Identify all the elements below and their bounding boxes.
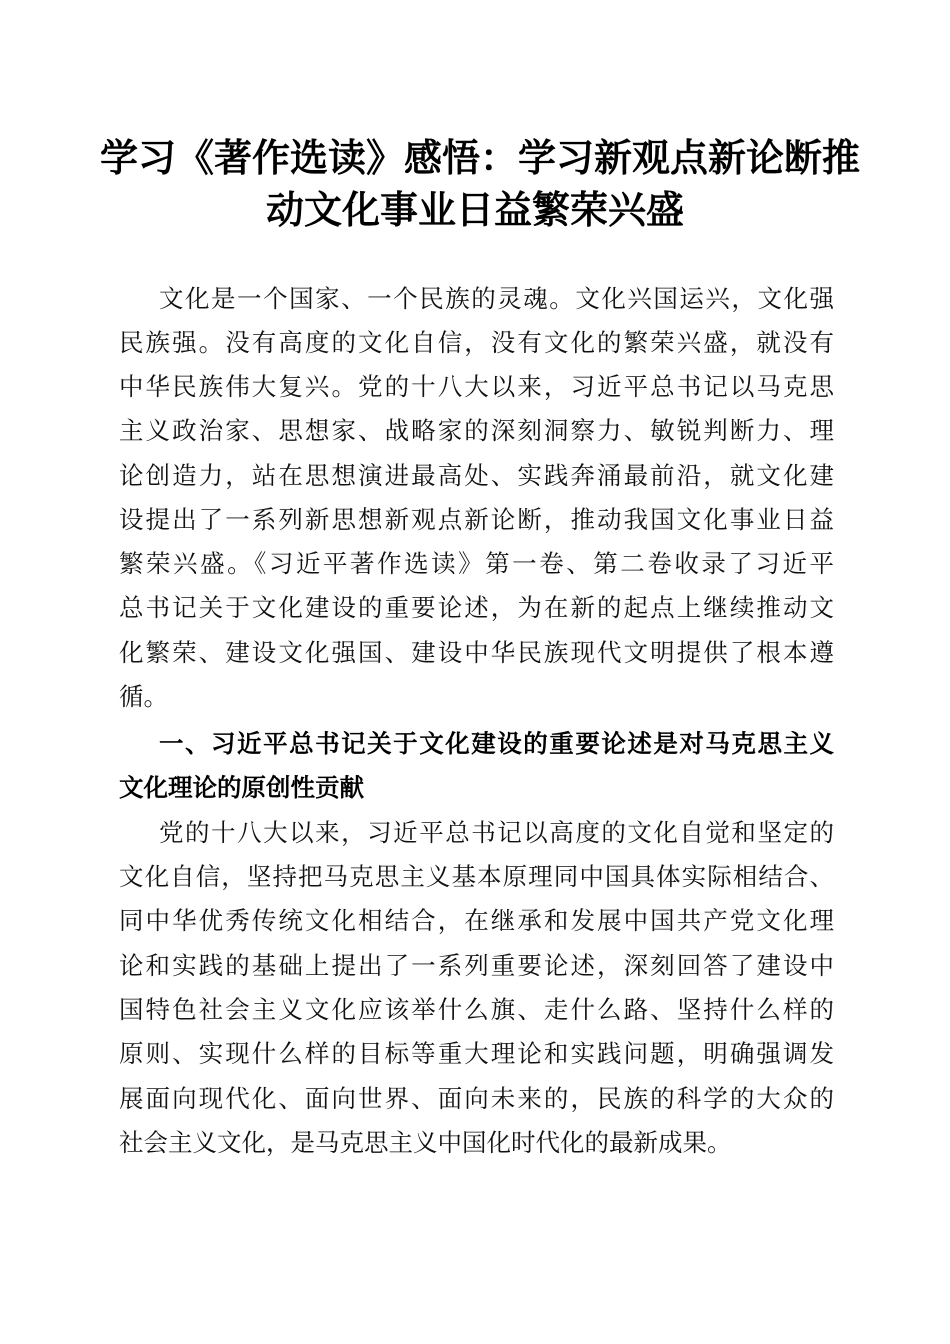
paragraph-2-line: 党的十八大以来，习近平总书记以高度的文化自觉和坚定的	[159, 818, 834, 847]
paragraph-1-line: 循。	[119, 682, 168, 711]
paragraph-1-line: 文化是一个国家、一个民族的灵魂。文化兴国运兴，文化强	[159, 284, 834, 313]
paragraph-1-line: 中华民族伟大复兴。党的十八大以来，习近平总书记以马克思	[119, 372, 834, 401]
paragraph-2-line: 原则、实现什么样的目标等重大理论和实践问题，明确强调发	[119, 1039, 834, 1068]
paragraph-2-line: 论和实践的基础上提出了一系列重要论述，深刻回答了建设中	[119, 951, 834, 980]
paragraph-1-line: 化繁荣、建设文化强国、建设中华民族现代文明提供了根本遵	[119, 638, 834, 667]
paragraph-2-line: 社会主义文化，是马克思主义中国化时代化的最新成果。	[119, 1128, 732, 1157]
section-heading-line-1: 一、习近平总书记关于文化建设的重要论述是对马克思主义	[159, 729, 834, 758]
paragraph-2-line: 展面向现代化、面向世界、面向未来的，民族的科学的大众的	[119, 1084, 834, 1113]
paragraph-1-line: 民族强。没有高度的文化自信，没有文化的繁荣兴盛，就没有	[119, 328, 834, 357]
section-heading-line-2: 文化理论的原创性贡献	[119, 773, 364, 802]
paragraph-1-line: 论创造力，站在思想演进最高处、实践奔涌最前沿，就文化建	[119, 461, 834, 490]
document-title-line-2: 动文化事业日益繁荣兴盛	[265, 187, 684, 232]
paragraph-2-line: 国特色社会主义文化应该举什么旗、走什么路、坚持什么样的	[119, 995, 834, 1024]
paragraph-1-line: 主义政治家、思想家、战略家的深刻洞察力、敏锐判断力、理	[119, 416, 834, 445]
paragraph-1-line: 总书记关于文化建设的重要论述，为在新的起点上继续推动文	[119, 593, 834, 622]
paragraph-2-line: 文化自信，坚持把马克思主义基本原理同中国具体实际相结合、	[119, 862, 834, 891]
paragraph-2-line: 同中华优秀传统文化相结合，在继承和发展中国共产党文化理	[119, 906, 834, 935]
document-title-line-1: 学习《著作选读》感悟：学习新观点新论断推	[100, 135, 861, 180]
paragraph-1-line: 设提出了一系列新思想新观点新论断，推动我国文化事业日益	[119, 505, 834, 534]
paragraph-1-line: 繁荣兴盛。《习近平著作选读》第一卷、第二卷收录了习近平	[119, 549, 834, 578]
